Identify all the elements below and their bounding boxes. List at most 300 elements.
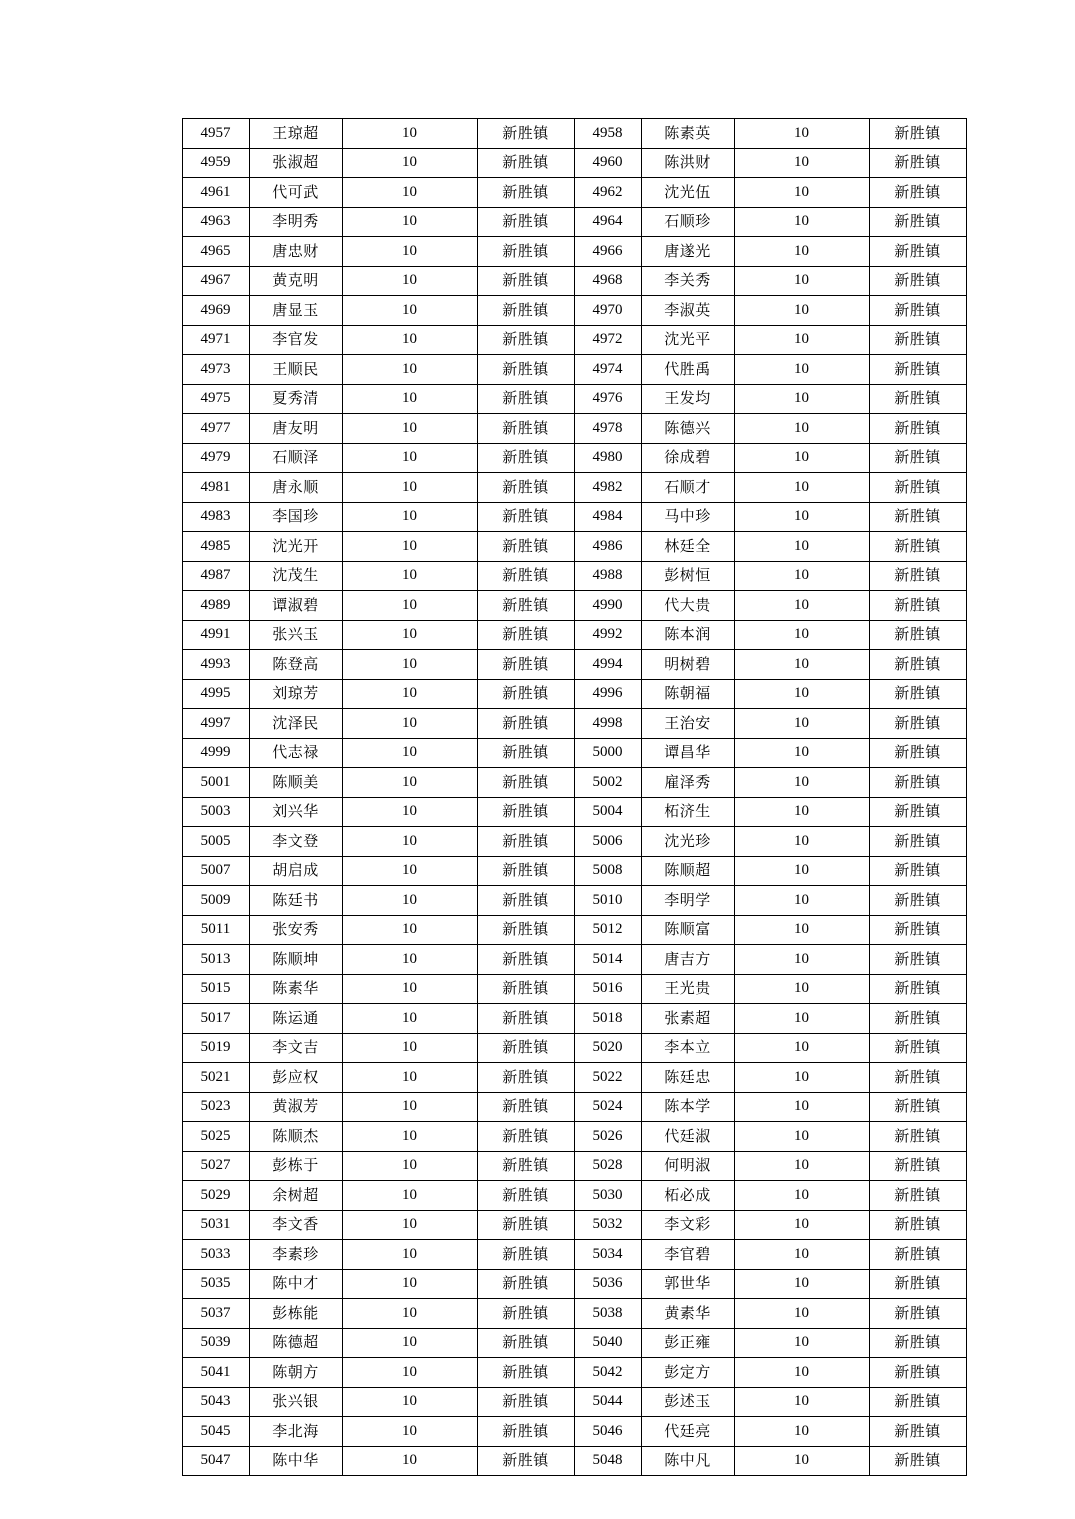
table-row (182, 1004, 966, 1034)
cell-name-right: 徐成碧 (641, 443, 734, 473)
cell-name-right: 张素超 (641, 1004, 734, 1034)
cell-town-left: 新胜镇 (477, 502, 574, 532)
cell-name-left: 陈德超 (249, 1328, 342, 1358)
cell-amount-left: 10 (342, 1299, 477, 1329)
cell-name-left: 陈中才 (249, 1269, 342, 1299)
table-row (182, 1151, 966, 1181)
cell-amount-right: 10 (734, 886, 869, 916)
cell-town-right: 新胜镇 (869, 945, 966, 975)
cell-id-left: 4985 (182, 532, 249, 562)
cell-name-left: 王琼超 (249, 119, 342, 149)
cell-name-right: 唐遂光 (641, 237, 734, 267)
cell-name-right: 谭昌华 (641, 738, 734, 768)
cell-id-right: 5034 (574, 1240, 641, 1270)
cell-name-right: 李文彩 (641, 1210, 734, 1240)
cell-town-left: 新胜镇 (477, 974, 574, 1004)
cell-amount-left: 10 (342, 886, 477, 916)
cell-name-right: 李官碧 (641, 1240, 734, 1270)
cell-amount-right: 10 (734, 797, 869, 827)
cell-id-left: 4989 (182, 591, 249, 621)
cell-name-right: 彭正雍 (641, 1328, 734, 1358)
cell-town-right: 新胜镇 (869, 473, 966, 503)
cell-amount-left: 10 (342, 1181, 477, 1211)
cell-name-left: 沈光开 (249, 532, 342, 562)
cell-amount-right: 10 (734, 974, 869, 1004)
cell-amount-left: 10 (342, 384, 477, 414)
cell-name-right: 李本立 (641, 1033, 734, 1063)
cell-town-right: 新胜镇 (869, 1151, 966, 1181)
cell-name-right: 唐吉方 (641, 945, 734, 975)
cell-name-left: 张淑超 (249, 148, 342, 178)
cell-id-right: 4970 (574, 296, 641, 326)
table-row (182, 1181, 966, 1211)
table-row (182, 1122, 966, 1152)
cell-town-left: 新胜镇 (477, 768, 574, 798)
cell-town-left: 新胜镇 (477, 1092, 574, 1122)
cell-amount-right: 10 (734, 119, 869, 149)
cell-amount-left: 10 (342, 355, 477, 385)
cell-town-right: 新胜镇 (869, 237, 966, 267)
cell-amount-right: 10 (734, 1004, 869, 1034)
cell-amount-right: 10 (734, 768, 869, 798)
cell-town-right: 新胜镇 (869, 1358, 966, 1388)
cell-name-right: 陈廷忠 (641, 1063, 734, 1093)
cell-amount-right: 10 (734, 591, 869, 621)
cell-town-right: 新胜镇 (869, 1092, 966, 1122)
cell-amount-left: 10 (342, 502, 477, 532)
cell-amount-left: 10 (342, 1358, 477, 1388)
cell-name-left: 陈顺坤 (249, 945, 342, 975)
table-row (182, 502, 966, 532)
cell-amount-left: 10 (342, 325, 477, 355)
cell-town-left: 新胜镇 (477, 709, 574, 739)
cell-town-right: 新胜镇 (869, 296, 966, 326)
cell-id-left: 5007 (182, 856, 249, 886)
cell-town-left: 新胜镇 (477, 119, 574, 149)
table-row (182, 1210, 966, 1240)
cell-town-right: 新胜镇 (869, 384, 966, 414)
cell-amount-left: 10 (342, 296, 477, 326)
cell-id-right: 5038 (574, 1299, 641, 1329)
cell-town-left: 新胜镇 (477, 856, 574, 886)
cell-amount-right: 10 (734, 945, 869, 975)
table-row (182, 178, 966, 208)
cell-town-right: 新胜镇 (869, 355, 966, 385)
cell-name-right: 雇泽秀 (641, 768, 734, 798)
cell-town-left: 新胜镇 (477, 355, 574, 385)
cell-name-left: 刘兴华 (249, 797, 342, 827)
cell-name-left: 谭淑碧 (249, 591, 342, 621)
table-row (182, 473, 966, 503)
cell-town-left: 新胜镇 (477, 532, 574, 562)
cell-name-right: 沈光平 (641, 325, 734, 355)
cell-id-right: 5044 (574, 1387, 641, 1417)
table-row (182, 738, 966, 768)
cell-amount-right: 10 (734, 561, 869, 591)
cell-town-left: 新胜镇 (477, 1269, 574, 1299)
roster-table-wrapper (182, 118, 941, 1476)
cell-amount-right: 10 (734, 266, 869, 296)
cell-town-right: 新胜镇 (869, 827, 966, 857)
cell-id-right: 4960 (574, 148, 641, 178)
cell-town-left: 新胜镇 (477, 945, 574, 975)
cell-id-left: 4973 (182, 355, 249, 385)
cell-amount-left: 10 (342, 207, 477, 237)
cell-amount-right: 10 (734, 1181, 869, 1211)
cell-amount-right: 10 (734, 1417, 869, 1447)
cell-name-left: 彭栋能 (249, 1299, 342, 1329)
cell-town-right: 新胜镇 (869, 561, 966, 591)
cell-name-left: 黄淑芳 (249, 1092, 342, 1122)
table-row (182, 207, 966, 237)
cell-amount-right: 10 (734, 856, 869, 886)
cell-name-left: 李国珍 (249, 502, 342, 532)
cell-name-left: 唐友明 (249, 414, 342, 444)
cell-town-right: 新胜镇 (869, 591, 966, 621)
cell-name-left: 唐忠财 (249, 237, 342, 267)
table-row (182, 827, 966, 857)
cell-id-left: 5011 (182, 915, 249, 945)
cell-name-right: 代胜禹 (641, 355, 734, 385)
cell-id-right: 5032 (574, 1210, 641, 1240)
cell-amount-right: 10 (734, 1328, 869, 1358)
cell-id-left: 4971 (182, 325, 249, 355)
cell-town-left: 新胜镇 (477, 1063, 574, 1093)
cell-town-left: 新胜镇 (477, 443, 574, 473)
cell-amount-right: 10 (734, 414, 869, 444)
cell-amount-left: 10 (342, 945, 477, 975)
cell-name-left: 陈朝方 (249, 1358, 342, 1388)
cell-name-right: 陈朝福 (641, 679, 734, 709)
cell-town-right: 新胜镇 (869, 650, 966, 680)
cell-name-right: 石顺珍 (641, 207, 734, 237)
cell-id-right: 5014 (574, 945, 641, 975)
cell-town-left: 新胜镇 (477, 561, 574, 591)
table-row (182, 119, 966, 149)
cell-town-left: 新胜镇 (477, 414, 574, 444)
cell-id-left: 5015 (182, 974, 249, 1004)
roster-table-body (182, 119, 966, 1476)
cell-id-right: 4972 (574, 325, 641, 355)
cell-amount-left: 10 (342, 119, 477, 149)
cell-id-right: 4992 (574, 620, 641, 650)
cell-town-right: 新胜镇 (869, 797, 966, 827)
cell-amount-left: 10 (342, 709, 477, 739)
cell-id-left: 4977 (182, 414, 249, 444)
cell-town-right: 新胜镇 (869, 325, 966, 355)
cell-amount-right: 10 (734, 443, 869, 473)
cell-amount-left: 10 (342, 1387, 477, 1417)
cell-town-right: 新胜镇 (869, 886, 966, 916)
cell-name-left: 刘琼芳 (249, 679, 342, 709)
cell-id-right: 5002 (574, 768, 641, 798)
table-row (182, 561, 966, 591)
cell-id-right: 5030 (574, 1181, 641, 1211)
cell-name-left: 陈顺美 (249, 768, 342, 798)
cell-amount-left: 10 (342, 797, 477, 827)
roster-table (182, 118, 967, 1476)
cell-town-left: 新胜镇 (477, 650, 574, 680)
cell-id-left: 5043 (182, 1387, 249, 1417)
cell-amount-left: 10 (342, 1004, 477, 1034)
table-row (182, 620, 966, 650)
cell-town-left: 新胜镇 (477, 679, 574, 709)
cell-id-right: 5028 (574, 1151, 641, 1181)
cell-name-right: 代廷淑 (641, 1122, 734, 1152)
cell-name-left: 陈中华 (249, 1446, 342, 1476)
table-row (182, 1358, 966, 1388)
cell-id-left: 4991 (182, 620, 249, 650)
cell-name-right: 代大贵 (641, 591, 734, 621)
cell-name-left: 唐永顺 (249, 473, 342, 503)
cell-amount-right: 10 (734, 1151, 869, 1181)
cell-town-left: 新胜镇 (477, 1417, 574, 1447)
cell-name-right: 彭树恒 (641, 561, 734, 591)
cell-amount-right: 10 (734, 1033, 869, 1063)
cell-amount-left: 10 (342, 443, 477, 473)
cell-amount-right: 10 (734, 207, 869, 237)
cell-name-right: 黄素华 (641, 1299, 734, 1329)
cell-name-right: 李明学 (641, 886, 734, 916)
table-row (182, 1446, 966, 1476)
table-row (182, 325, 966, 355)
cell-town-right: 新胜镇 (869, 1328, 966, 1358)
cell-amount-left: 10 (342, 1210, 477, 1240)
cell-amount-left: 10 (342, 1122, 477, 1152)
cell-amount-right: 10 (734, 355, 869, 385)
cell-amount-right: 10 (734, 502, 869, 532)
cell-id-left: 4965 (182, 237, 249, 267)
cell-town-right: 新胜镇 (869, 856, 966, 886)
cell-name-left: 陈素华 (249, 974, 342, 1004)
cell-amount-left: 10 (342, 620, 477, 650)
cell-amount-left: 10 (342, 1446, 477, 1476)
cell-name-left: 石顺泽 (249, 443, 342, 473)
cell-amount-right: 10 (734, 384, 869, 414)
cell-id-right: 4958 (574, 119, 641, 149)
cell-amount-right: 10 (734, 1210, 869, 1240)
cell-id-right: 4996 (574, 679, 641, 709)
cell-name-left: 王顺民 (249, 355, 342, 385)
cell-id-left: 5013 (182, 945, 249, 975)
cell-id-right: 5022 (574, 1063, 641, 1093)
cell-id-left: 5039 (182, 1328, 249, 1358)
cell-town-right: 新胜镇 (869, 1387, 966, 1417)
cell-town-right: 新胜镇 (869, 620, 966, 650)
cell-name-right: 王发均 (641, 384, 734, 414)
cell-name-right: 何明淑 (641, 1151, 734, 1181)
cell-name-left: 陈廷书 (249, 886, 342, 916)
cell-id-right: 4994 (574, 650, 641, 680)
cell-amount-left: 10 (342, 532, 477, 562)
cell-name-left: 夏秀清 (249, 384, 342, 414)
cell-town-left: 新胜镇 (477, 148, 574, 178)
cell-id-left: 5023 (182, 1092, 249, 1122)
cell-town-left: 新胜镇 (477, 1181, 574, 1211)
cell-amount-right: 10 (734, 1063, 869, 1093)
cell-name-left: 黄克明 (249, 266, 342, 296)
table-row (182, 974, 966, 1004)
cell-town-right: 新胜镇 (869, 1122, 966, 1152)
cell-town-left: 新胜镇 (477, 620, 574, 650)
cell-town-left: 新胜镇 (477, 266, 574, 296)
cell-id-right: 4988 (574, 561, 641, 591)
cell-id-right: 5000 (574, 738, 641, 768)
cell-town-right: 新胜镇 (869, 148, 966, 178)
cell-amount-left: 10 (342, 974, 477, 1004)
cell-town-left: 新胜镇 (477, 237, 574, 267)
cell-town-right: 新胜镇 (869, 1417, 966, 1447)
cell-town-left: 新胜镇 (477, 207, 574, 237)
cell-town-left: 新胜镇 (477, 384, 574, 414)
cell-id-right: 5024 (574, 1092, 641, 1122)
cell-id-left: 4975 (182, 384, 249, 414)
cell-id-left: 5035 (182, 1269, 249, 1299)
cell-town-right: 新胜镇 (869, 207, 966, 237)
cell-name-left: 胡启成 (249, 856, 342, 886)
cell-name-left: 张兴玉 (249, 620, 342, 650)
cell-name-left: 沈茂生 (249, 561, 342, 591)
cell-id-left: 4995 (182, 679, 249, 709)
cell-name-left: 沈泽民 (249, 709, 342, 739)
table-row (182, 886, 966, 916)
cell-town-right: 新胜镇 (869, 915, 966, 945)
cell-town-right: 新胜镇 (869, 679, 966, 709)
cell-amount-right: 10 (734, 148, 869, 178)
cell-id-left: 4967 (182, 266, 249, 296)
cell-name-right: 陈素英 (641, 119, 734, 149)
cell-id-right: 5004 (574, 797, 641, 827)
cell-amount-right: 10 (734, 473, 869, 503)
cell-town-left: 新胜镇 (477, 1122, 574, 1152)
cell-amount-left: 10 (342, 856, 477, 886)
cell-amount-left: 10 (342, 414, 477, 444)
cell-amount-left: 10 (342, 178, 477, 208)
cell-id-left: 5033 (182, 1240, 249, 1270)
cell-amount-right: 10 (734, 650, 869, 680)
table-row (182, 1299, 966, 1329)
cell-amount-right: 10 (734, 1446, 869, 1476)
cell-name-right: 李关秀 (641, 266, 734, 296)
cell-name-right: 石顺才 (641, 473, 734, 503)
cell-town-left: 新胜镇 (477, 325, 574, 355)
cell-amount-left: 10 (342, 591, 477, 621)
cell-id-right: 4984 (574, 502, 641, 532)
cell-town-right: 新胜镇 (869, 414, 966, 444)
cell-name-right: 王治安 (641, 709, 734, 739)
cell-town-right: 新胜镇 (869, 502, 966, 532)
cell-town-right: 新胜镇 (869, 443, 966, 473)
cell-amount-left: 10 (342, 1063, 477, 1093)
cell-name-right: 王光贵 (641, 974, 734, 1004)
cell-town-left: 新胜镇 (477, 1387, 574, 1417)
cell-id-left: 5027 (182, 1151, 249, 1181)
cell-id-left: 4963 (182, 207, 249, 237)
cell-amount-right: 10 (734, 620, 869, 650)
cell-id-right: 4990 (574, 591, 641, 621)
cell-amount-left: 10 (342, 768, 477, 798)
cell-amount-left: 10 (342, 1092, 477, 1122)
cell-name-right: 陈顺富 (641, 915, 734, 945)
table-row (182, 1417, 966, 1447)
cell-id-right: 5046 (574, 1417, 641, 1447)
cell-town-right: 新胜镇 (869, 532, 966, 562)
table-row (182, 709, 966, 739)
cell-name-right: 陈本学 (641, 1092, 734, 1122)
cell-name-right: 陈本润 (641, 620, 734, 650)
cell-town-left: 新胜镇 (477, 1210, 574, 1240)
cell-name-left: 陈运通 (249, 1004, 342, 1034)
cell-name-left: 张兴银 (249, 1387, 342, 1417)
cell-amount-right: 10 (734, 915, 869, 945)
cell-amount-right: 10 (734, 1387, 869, 1417)
cell-name-left: 余树超 (249, 1181, 342, 1211)
table-row (182, 1240, 966, 1270)
table-row (182, 1092, 966, 1122)
cell-id-left: 5047 (182, 1446, 249, 1476)
cell-id-left: 4997 (182, 709, 249, 739)
cell-amount-right: 10 (734, 679, 869, 709)
cell-name-right: 林廷全 (641, 532, 734, 562)
cell-name-left: 李素珍 (249, 1240, 342, 1270)
cell-town-right: 新胜镇 (869, 1446, 966, 1476)
cell-id-left: 4957 (182, 119, 249, 149)
cell-name-left: 彭栋于 (249, 1151, 342, 1181)
cell-name-left: 陈登高 (249, 650, 342, 680)
cell-amount-right: 10 (734, 325, 869, 355)
cell-id-left: 5021 (182, 1063, 249, 1093)
cell-amount-left: 10 (342, 827, 477, 857)
cell-id-right: 4974 (574, 355, 641, 385)
table-row (182, 1387, 966, 1417)
cell-name-left: 代志禄 (249, 738, 342, 768)
cell-id-left: 5019 (182, 1033, 249, 1063)
cell-name-right: 沈光伍 (641, 178, 734, 208)
table-row (182, 1328, 966, 1358)
cell-town-left: 新胜镇 (477, 886, 574, 916)
cell-id-right: 4962 (574, 178, 641, 208)
cell-town-left: 新胜镇 (477, 1328, 574, 1358)
cell-name-right: 代廷亮 (641, 1417, 734, 1447)
cell-town-right: 新胜镇 (869, 1240, 966, 1270)
cell-amount-right: 10 (734, 237, 869, 267)
table-row (182, 384, 966, 414)
cell-name-right: 陈中凡 (641, 1446, 734, 1476)
cell-town-right: 新胜镇 (869, 1004, 966, 1034)
cell-name-left: 李文香 (249, 1210, 342, 1240)
cell-amount-left: 10 (342, 1033, 477, 1063)
cell-id-right: 4978 (574, 414, 641, 444)
cell-id-left: 5031 (182, 1210, 249, 1240)
cell-id-right: 4976 (574, 384, 641, 414)
cell-id-right: 5018 (574, 1004, 641, 1034)
cell-name-right: 陈顺超 (641, 856, 734, 886)
cell-town-right: 新胜镇 (869, 1181, 966, 1211)
cell-town-right: 新胜镇 (869, 1299, 966, 1329)
cell-id-right: 4982 (574, 473, 641, 503)
cell-town-right: 新胜镇 (869, 738, 966, 768)
cell-name-right: 陈德兴 (641, 414, 734, 444)
cell-town-left: 新胜镇 (477, 1004, 574, 1034)
cell-amount-right: 10 (734, 827, 869, 857)
table-row (182, 915, 966, 945)
cell-amount-left: 10 (342, 738, 477, 768)
cell-name-left: 李文吉 (249, 1033, 342, 1063)
cell-amount-left: 10 (342, 561, 477, 591)
cell-id-left: 5003 (182, 797, 249, 827)
cell-amount-left: 10 (342, 1240, 477, 1270)
cell-name-right: 柘济生 (641, 797, 734, 827)
